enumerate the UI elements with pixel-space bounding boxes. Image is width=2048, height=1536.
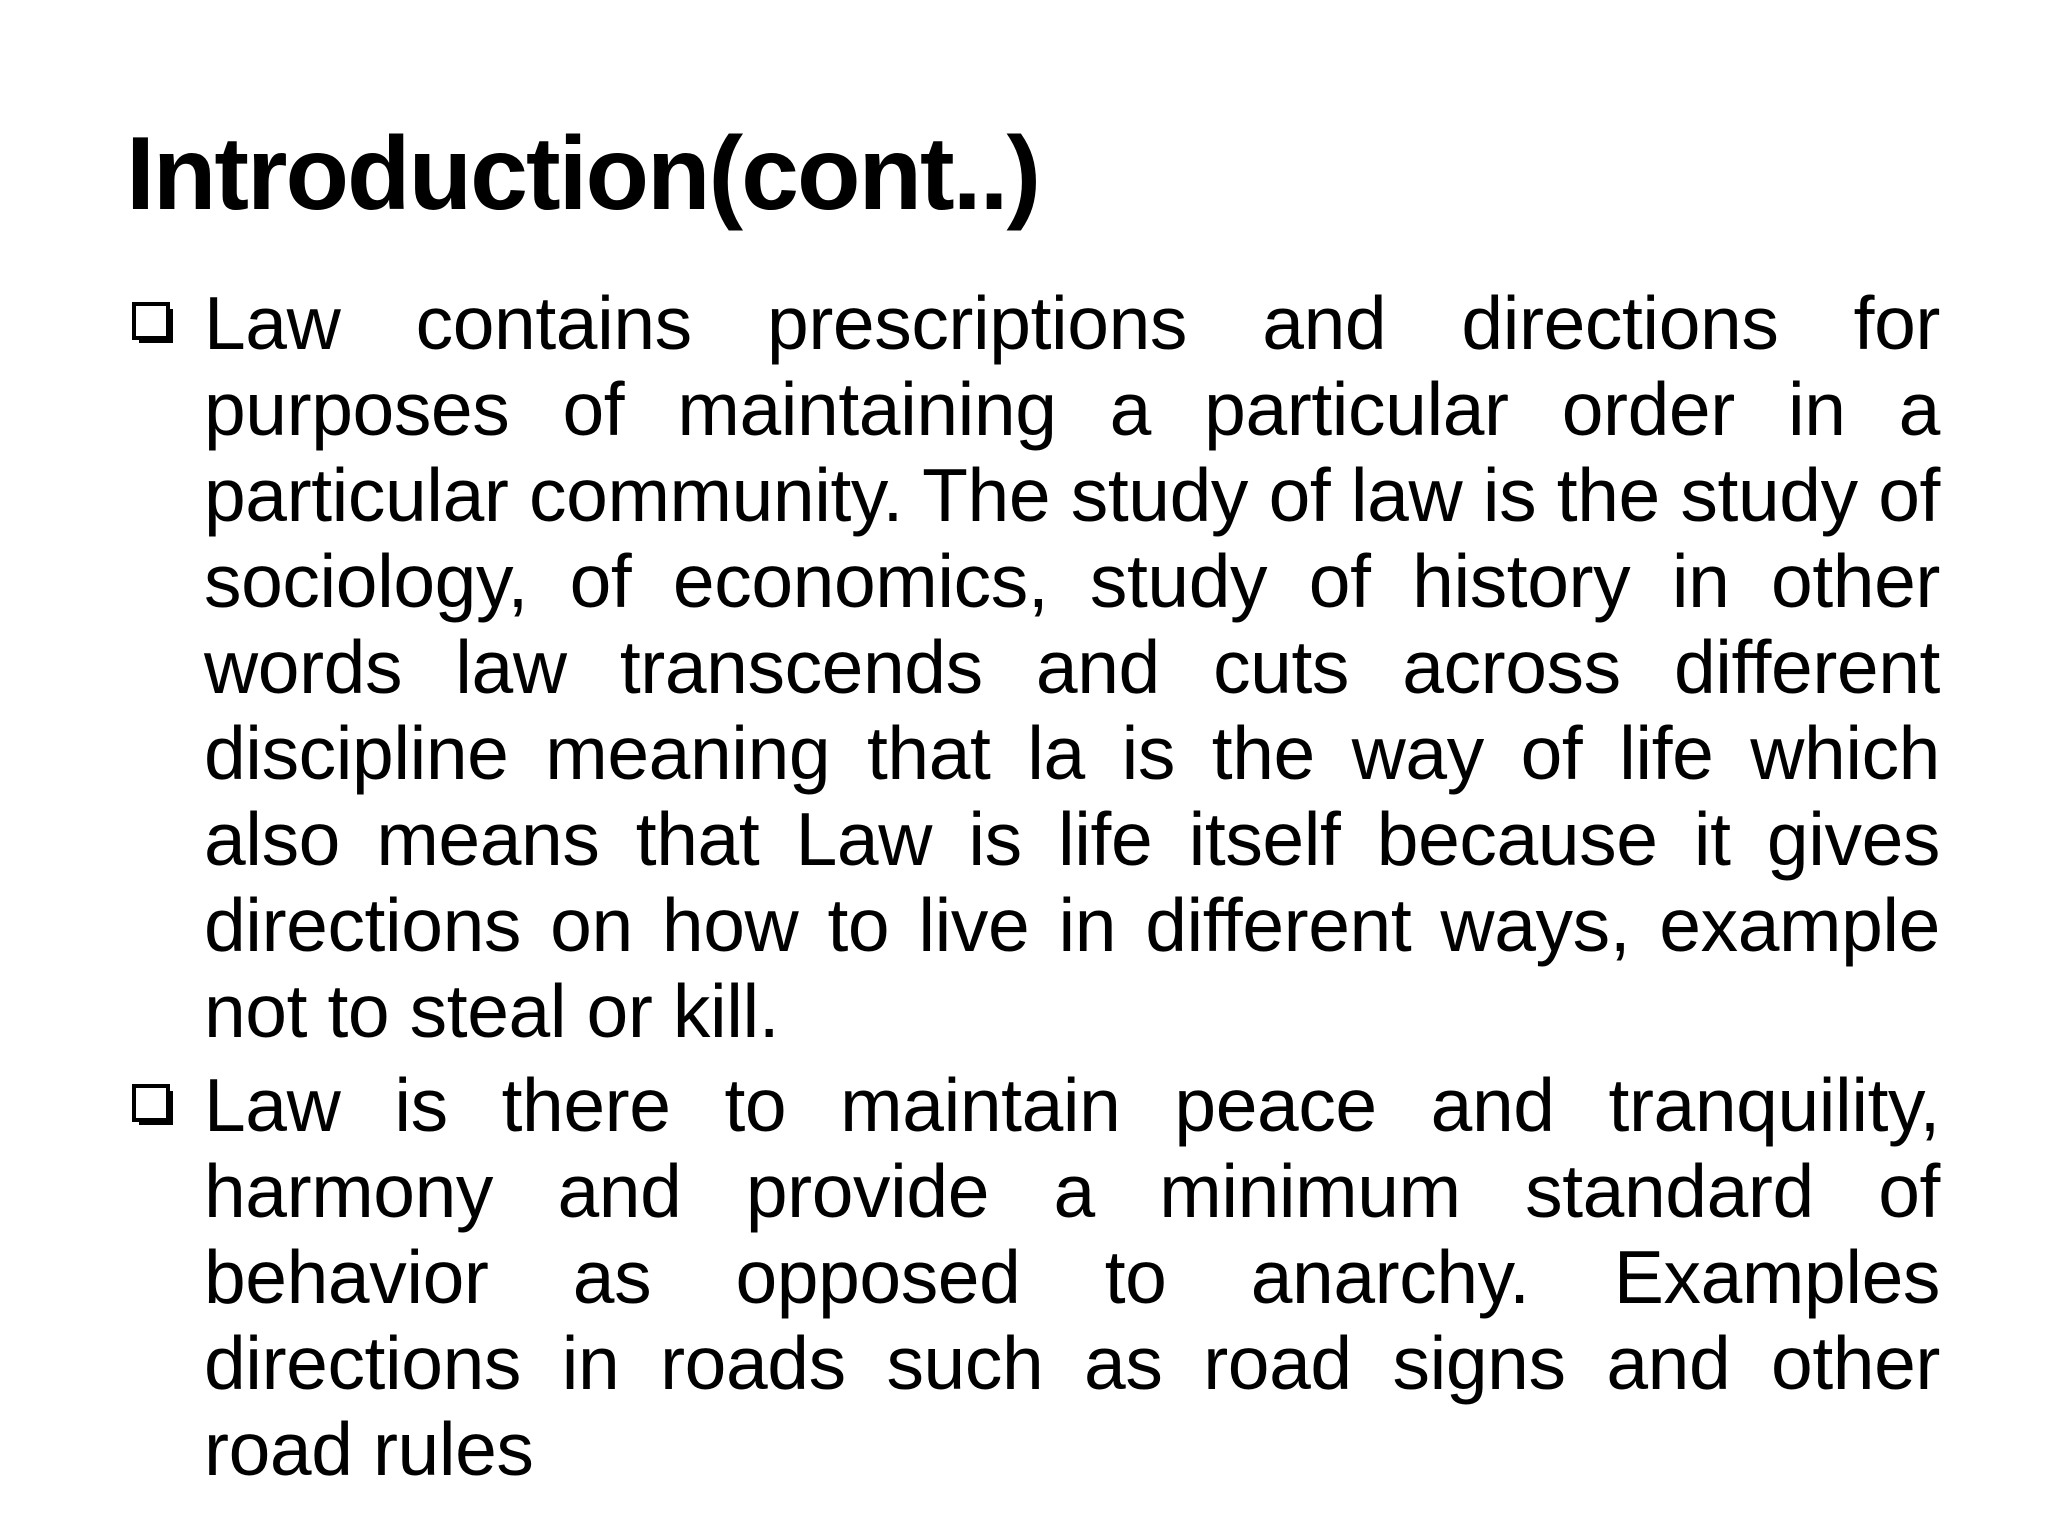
bullet-text: Law contains prescriptions and directions for purposes of maintaining a particular order in a particular community. The study of law is the study of sociology, of economics, study of history in other words law transcends and cuts across different discipline meaning that la is the way of life which also means that Law is life itself because it gives directions on how to live in different ways, example not to steal or kill. xyxy=(204,281,1940,1053)
bullet-list xyxy=(130,280,1940,1500)
bullet-item-1 xyxy=(130,280,1940,1054)
bullet-text: Law is there to maintain peace and tranquility, harmony and provide a minimum standard of behavior as opposed to anarchy. Examples directions in roads such as road signs and other road rules xyxy=(204,1063,1940,1491)
checkbox-bullet-icon xyxy=(132,1084,176,1128)
bullet-item-2 xyxy=(130,1062,1940,1492)
checkbox-bullet-icon xyxy=(132,302,176,346)
slide-title: Introduction(cont..) xyxy=(126,116,1040,232)
